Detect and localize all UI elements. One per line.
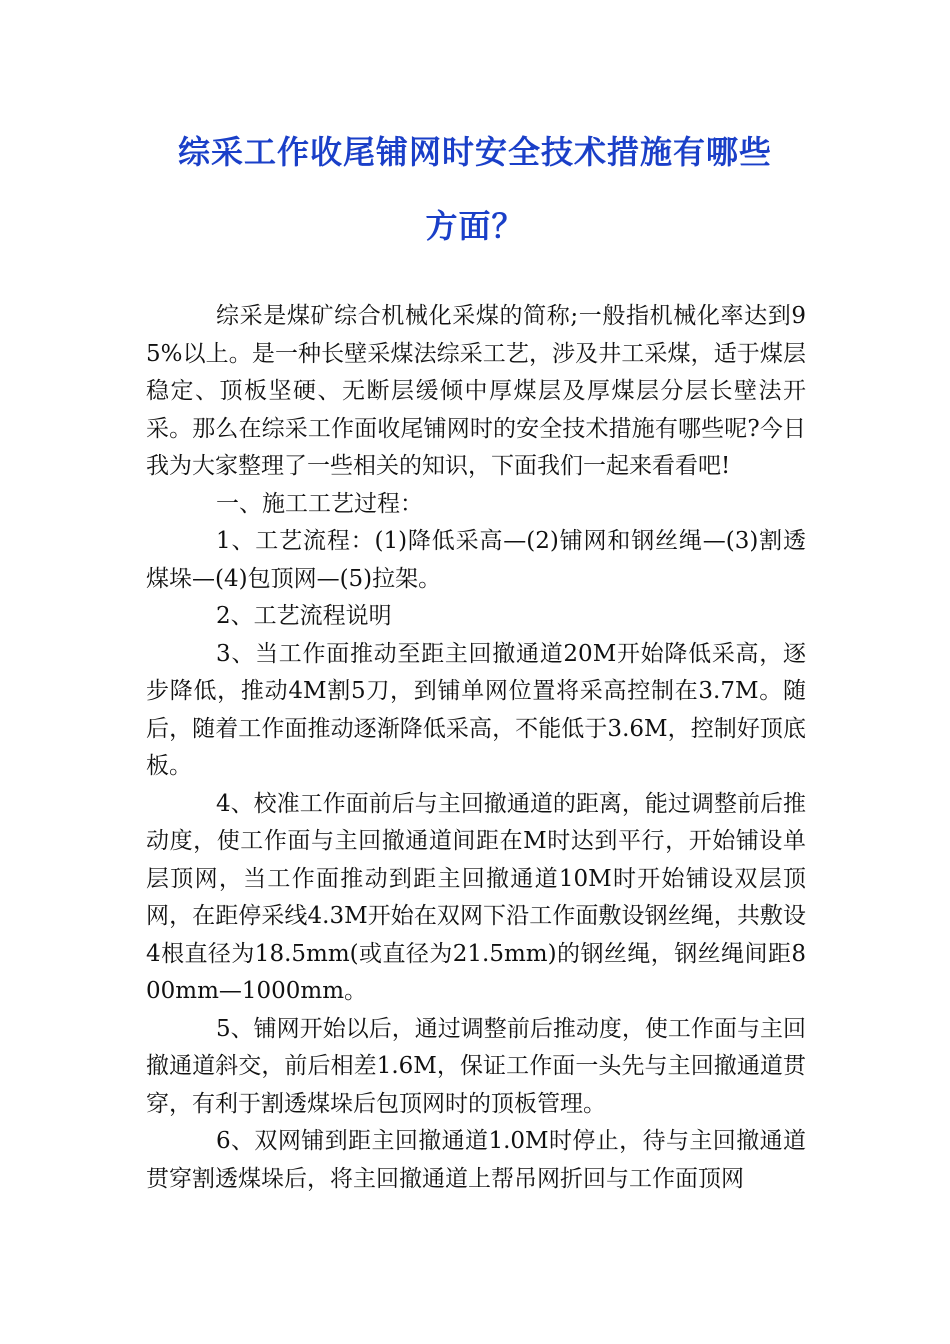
paragraph-step-6: 6、双网铺到距主回撤通道1.0M时停止，待与主回撤通道贯穿割透煤垛后，将主回撤通道上帮吊网折回与工作面顶网	[146, 1128, 806, 1192]
document-title-line-2: 方面？	[425, 207, 525, 245]
paragraph-step-4: 4、校准工作面前后与主回撤通道的距离，能过调整前后推动度，使工作面与主回撤通道间距在M时达到平行，开始铺设单层顶网，当工作面推动到距主回撤通道10M时开始铺设双层顶网，在距停采线4.3M开始在双网下沿工作面敷设钢丝绳，共敷设4根直径为18.5mm(或直径为21.5mm)的钢丝绳，钢丝绳间距800mm—1000mm。	[146, 790, 806, 1004]
paragraph-step-2: 2、工艺流程说明	[216, 603, 392, 629]
document-title-line-1: 综采工作收尾铺网时安全技术措施有哪些	[177, 133, 772, 171]
paragraph-section-heading: 一、施工工艺过程：	[216, 490, 423, 517]
paragraph-step-1: 1、工艺流程：(1)降低采高—(2)铺网和钢丝绳—(3)割透煤垛—(4)包顶网—(5)拉架。	[146, 528, 806, 592]
document-body	[146, 298, 806, 1198]
paragraph-step-5: 5、铺网开始以后，通过调整前后推动度，使工作面与主回撤通道斜交，前后相差1.6M，保证工作面一头先与主回撤通道贯穿，有利于割透煤垛后包顶网时的顶板管理。	[146, 1015, 806, 1117]
paragraph-step-3: 3、当工作面推动至距主回撤通道20M开始降低采高，逐步降低，推动4M割5刀，到铺单网位置将采高控制在3.7M。随后，随着工作面推动逐渐降低采高，不能低于3.6M，控制好顶底板。	[146, 640, 806, 779]
paragraph-intro: 综采是煤矿综合机械化采煤的简称;一般指机械化率达到95%以上。是一种长壁采煤法综采工艺，涉及井工采煤，适于煤层稳定、顶板坚硬、无断层缓倾中厚煤层及厚煤层分层长壁法开采。那么在综采工作面收尾铺网时的安全技术措施有哪些呢?今日我为大家整理了一些相关的知识，下面我们一起来看看吧!	[146, 303, 806, 479]
